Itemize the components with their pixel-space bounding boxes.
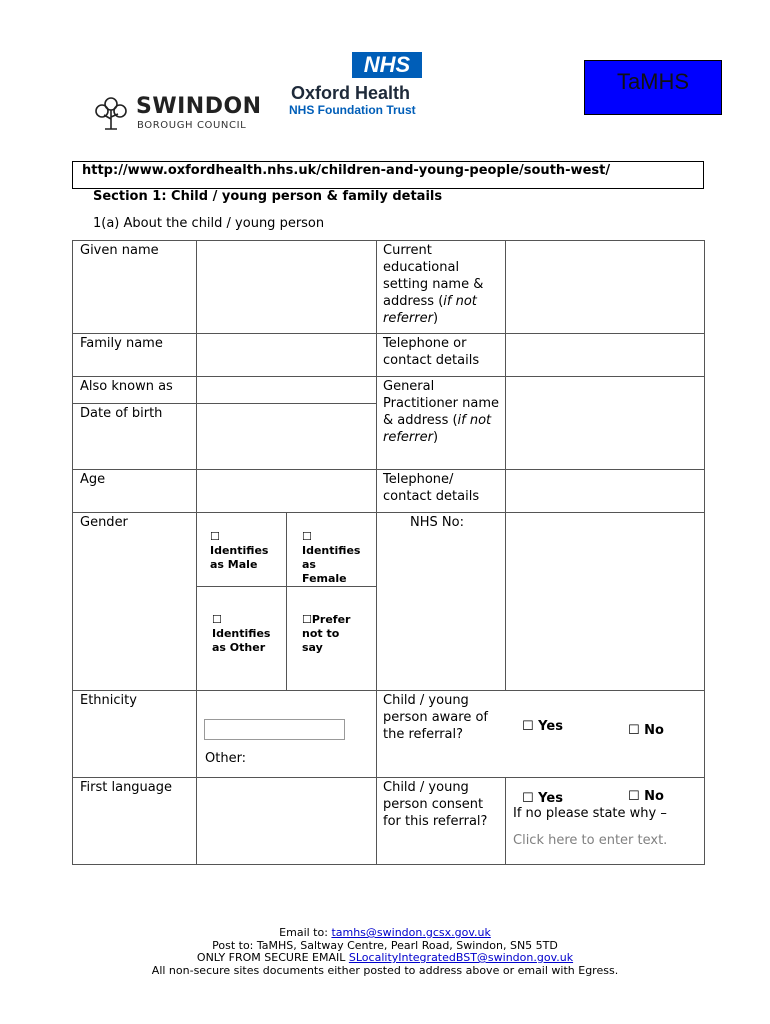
subsection-title: 1(a) About the child / young person <box>93 216 325 231</box>
consent-label: Child / young person consent for this referral? <box>383 780 488 829</box>
age-label: Age <box>80 472 106 487</box>
table-rule <box>72 777 705 778</box>
date-of-birth-label: Date of birth <box>80 406 163 421</box>
educational-setting-label: Current educational setting name & address (if not referrer) <box>383 243 484 326</box>
email-link[interactable]: tamhs@swindon.gcsx.gov.uk <box>331 926 491 939</box>
gender-option-prefer-not[interactable]: ☐Prefer not to say <box>302 613 351 654</box>
date-of-birth-field[interactable] <box>196 404 376 469</box>
first-language-field[interactable] <box>196 778 376 864</box>
gender-label: Gender <box>80 515 128 530</box>
swindon-tree-icon <box>92 95 130 133</box>
consent-reason-input[interactable]: Click here to enter text. <box>513 833 668 848</box>
table-divider <box>505 778 506 865</box>
educational-setting-field[interactable] <box>506 241 704 333</box>
nhs-logo-badge: NHS <box>352 52 422 78</box>
gender-option-male[interactable]: ☐ Identifies as Male <box>210 530 269 571</box>
ethnicity-input[interactable] <box>204 719 345 740</box>
gender-option-other[interactable]: ☐ Identifies as Other <box>212 613 271 654</box>
swindon-logo-text: SWINDON <box>136 94 262 119</box>
footer-post-line: Post to: TaMHS, Saltway Centre, Pearl Road, Swindon, SN5 5TD <box>212 938 558 952</box>
gender-option-female[interactable]: ☐ Identifies as Female <box>302 530 361 585</box>
ethnicity-other-label: Other: <box>205 751 247 766</box>
telephone2-label: Telephone/ contact details <box>383 472 480 504</box>
given-name-label: Given name <box>80 243 159 258</box>
nhs-no-label: NHS No: <box>410 515 464 530</box>
given-name-field[interactable] <box>196 241 376 333</box>
footer-email-line: Email to: tamhs@swindon.gcsx.gov.uk <box>279 926 491 939</box>
footer-note: All non-secure sites documents either posted to address above or email with Egress. <box>151 963 619 977</box>
also-known-as-label: Also known as <box>80 379 173 394</box>
telephone-contact-field[interactable] <box>506 334 704 376</box>
age-field[interactable] <box>196 470 376 512</box>
aware-yes-checkbox[interactable]: ☐ Yes <box>522 719 563 734</box>
table-border-bottom <box>72 864 705 865</box>
footer-secure-line: ONLY FROM SECURE EMAIL SLocalityIntegratedBST@swindon.gov.uk <box>196 951 574 964</box>
family-name-label: Family name <box>80 336 163 351</box>
telephone2-field[interactable] <box>506 470 704 512</box>
gender-grid-line <box>286 512 287 690</box>
consent-no-checkbox[interactable]: ☐ No <box>628 789 664 804</box>
gp-label: General Practitioner name & address (if not referrer) <box>383 379 500 445</box>
gp-field[interactable] <box>506 377 704 469</box>
swindon-logo-subtext: BOROUGH COUNCIL <box>137 120 247 131</box>
family-name-field[interactable] <box>196 334 376 376</box>
website-url[interactable]: http://www.oxfordhealth.nhs.uk/children-and-young-people/south-west/ <box>82 163 611 178</box>
table-rule <box>72 690 705 691</box>
gender-grid-line <box>196 586 376 587</box>
oxford-health-subtitle: NHS Foundation Trust <box>289 103 416 117</box>
ethnicity-label: Ethnicity <box>80 693 137 708</box>
oxford-health-name: Oxford Health <box>291 83 411 103</box>
first-language-label: First language <box>80 780 173 795</box>
also-known-as-field[interactable] <box>196 377 376 403</box>
aware-no-checkbox[interactable]: ☐ No <box>628 723 664 738</box>
nhs-no-field[interactable] <box>506 513 704 690</box>
aware-label: Child / young person aware of the referral? <box>383 693 488 742</box>
secure-email-link[interactable]: SLocalityIntegratedBST@swindon.gov.uk <box>348 951 574 964</box>
consent-yes-checkbox[interactable]: ☐ Yes <box>522 791 563 806</box>
telephone-contact-label: Telephone or contact details <box>383 336 480 368</box>
section-title: Section 1: Child / young person & family details <box>93 189 443 204</box>
tamhs-badge: TaMHS <box>584 60 722 115</box>
footer <box>0 927 770 977</box>
consent-state-label: If no please state why – <box>513 806 667 821</box>
